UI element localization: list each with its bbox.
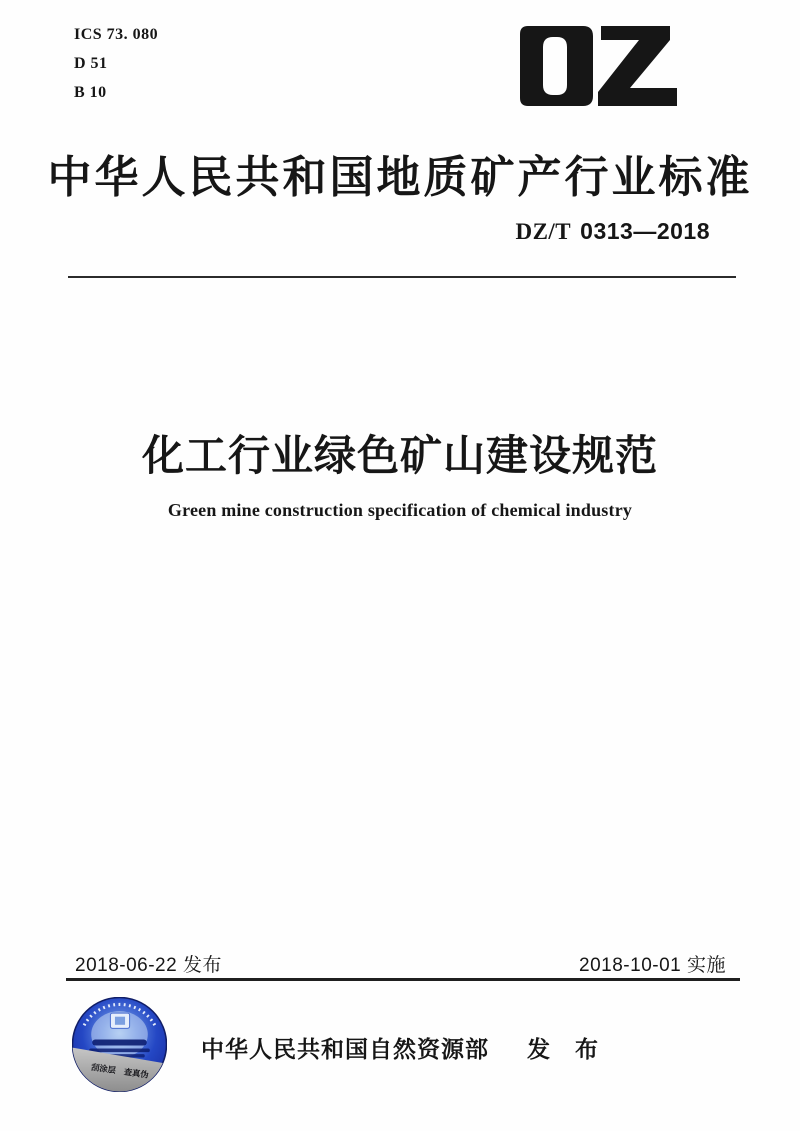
doc-class-code: D 51 bbox=[74, 55, 108, 72]
publish-label: 发 布 bbox=[527, 1036, 599, 1062]
standard-title-en: Green mine construction specification of chemical industry bbox=[167, 500, 633, 520]
standard-code-prefix: DZ/T bbox=[515, 219, 572, 244]
header-rule bbox=[68, 276, 736, 278]
filing-code: B 10 bbox=[74, 84, 107, 101]
seal-emblem-inner bbox=[115, 1017, 125, 1025]
standard-title-cn: 化工行业绿色矿山建设规范 bbox=[141, 432, 658, 479]
dz-logo bbox=[520, 26, 677, 106]
publisher-row bbox=[0, 1031, 800, 1064]
seal-scratch-text: 刮涂层 查真伪 bbox=[90, 1062, 150, 1080]
standard-code-number: 0313—2018 bbox=[580, 218, 710, 244]
ics-code: ICS 73. 080 bbox=[74, 26, 159, 43]
date-row bbox=[75, 950, 726, 977]
classification-codes bbox=[74, 20, 158, 107]
footer-rule bbox=[66, 978, 740, 981]
standard-code bbox=[515, 218, 710, 245]
publisher-name: 中华人民共和国自然资源部 bbox=[201, 1036, 489, 1062]
implement-date: 2018-10-01 实施 bbox=[579, 955, 726, 976]
header-title: 中华人民共和国地质矿产行业标准 bbox=[47, 153, 753, 202]
issue-date: 2018-06-22 发布 bbox=[75, 955, 222, 976]
